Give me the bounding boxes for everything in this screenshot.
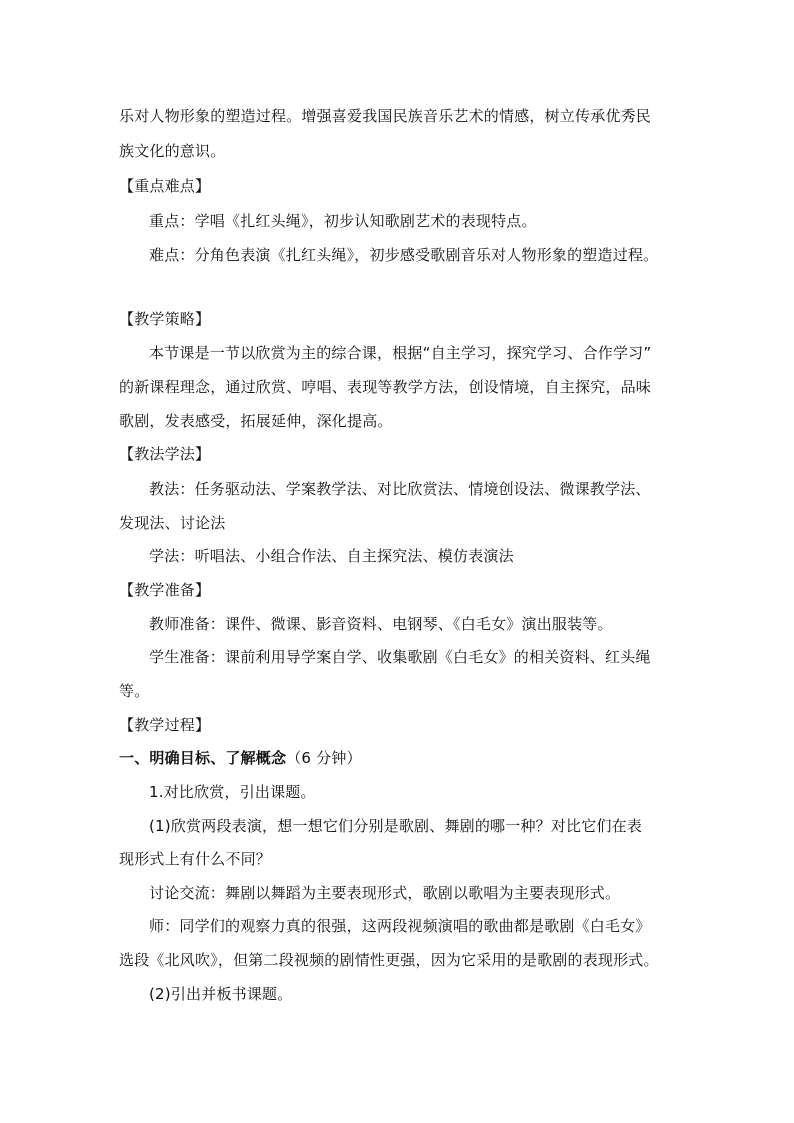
intro-text-line-2: 族文化的意识。: [119, 142, 226, 160]
student-preparation-line-2: 等。: [119, 682, 150, 700]
teaching-methods-line-2: 发现法、讨论法: [119, 514, 226, 532]
question-1-line-2: 现形式上有什么不同？: [119, 850, 272, 868]
strategy-line-1: 本节课是一节以欣赏为主的综合课，根据“自主学习，探究学习、合作学习”: [149, 344, 652, 362]
process-heading: 【教学过程】: [119, 716, 211, 734]
intro-text-line-1: 乐对人物形象的塑造过程。增强喜爱我国民族音乐艺术的情感，树立传承优秀民: [119, 107, 652, 125]
focus-text: 重点：学唱《扎红头绳》，初步认知歌剧艺术的表现特点。: [149, 212, 537, 230]
question-2: (2)引出并板书课题。: [149, 985, 293, 1003]
preparation-heading: 【教学准备】: [119, 581, 211, 599]
student-preparation-line-1: 学生准备：课前利用导学案自学、收集歌剧《白毛女》的相关资料、红头绳: [149, 648, 651, 666]
section-1-heading: [119, 748, 679, 768]
question-1-line-1: (1)欣赏两段表演，想一想它们分别是歌剧、舞剧的哪一种？对比它们在表: [149, 817, 643, 835]
teacher-comment-line-1: 师：同学们的观察力真的很强，这两段视频演唱的歌曲都是歌剧《白毛女》: [149, 917, 651, 935]
section-1-time: （6 分钟）: [286, 749, 362, 767]
step-1: 1.对比欣赏，引出课题。: [149, 783, 316, 801]
teaching-methods-line-1: 教法：任务驱动法、学案教学法、对比欣赏法、情境创设法、微课教学法、: [149, 480, 651, 498]
strategy-line-3: 歌剧，发表感受，拓展延伸，深化提高。: [119, 412, 393, 430]
discussion-text: 讨论交流：舞剧以舞蹈为主要表现形式，歌剧以歌唱为主要表现形式。: [149, 884, 621, 902]
strategy-heading: 【教学策略】: [119, 310, 211, 328]
section-1-title: 一、明确目标、了解概念: [119, 749, 287, 767]
learning-methods: 学法：听唱法、小组合作法、自主探究法、模仿表演法: [149, 547, 514, 565]
methods-heading: 【教法学法】: [119, 445, 211, 463]
strategy-line-2: 的新课程理念，通过欣赏、哼唱、表现等教学方法，创设情境，自主探究，品味: [119, 378, 652, 396]
teacher-preparation: 教师准备：课件、微课、影音资料、电钢琴、《白毛女》演出服装等。: [149, 615, 613, 633]
difficulty-text: 难点：分角色表演《扎红头绳》，初步感受歌剧音乐对人物形象的塑造过程。: [149, 246, 659, 264]
key-points-heading: 【重点难点】: [119, 177, 211, 195]
teacher-comment-line-2: 选段《北风吹》，但第二段视频的剧情性更强，因为它采用的是歌剧的表现形式。: [119, 951, 659, 969]
